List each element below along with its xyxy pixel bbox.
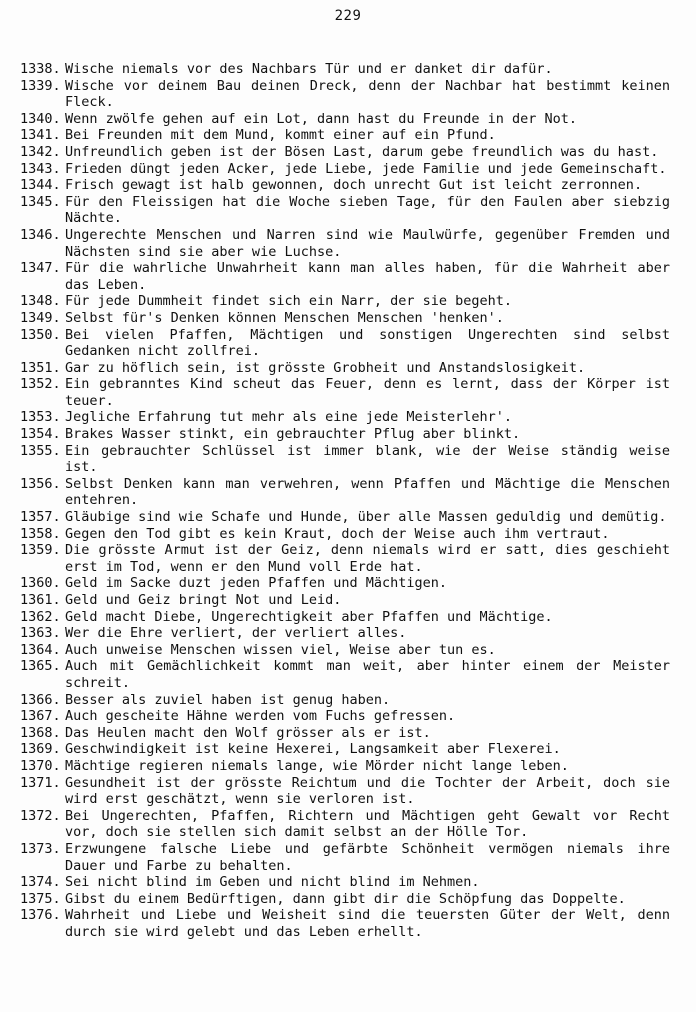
proverb-entry [20, 841, 670, 874]
proverb-number: 1362. [20, 608, 61, 625]
proverb-entry [20, 194, 670, 227]
proverb-text: Sei nicht blind im Geben und nicht blind im Nehmen. [65, 874, 480, 891]
proverb-number: 1346. [20, 226, 61, 243]
proverb-number: 1343. [20, 160, 61, 177]
proverb-number: 1356. [20, 475, 61, 492]
proverb-text: Geschwindigkeit ist keine Hexerei, Langsamkeit aber Flexerei. [65, 741, 561, 758]
proverb-entry [20, 891, 670, 908]
proverb-entry [20, 658, 670, 691]
proverb-number: 1359. [20, 542, 61, 559]
proverb-text: Selbst für's Denken können Menschen Menschen 'henken'. [65, 309, 504, 326]
proverb-number: 1351. [20, 359, 61, 376]
proverb-number: 1344. [20, 177, 61, 194]
proverb-entry [20, 144, 670, 161]
proverb-entry [20, 758, 670, 775]
proverb-number: 1368. [20, 724, 61, 741]
proverb-entry [20, 260, 670, 293]
proverb-text: Frieden düngt jeden Acker, jede Liebe, jede Familie und jede Gemeinschaft. [65, 160, 667, 177]
proverb-number: 1342. [20, 143, 61, 160]
proverb-text: Ungerechte Menschen und Narren sind wie Maulwürfe, gegenüber Fremden und Nächsten sind sie aber wie Luchse. [65, 226, 670, 260]
proverb-text: Geld und Geiz bringt Not und Leid. [65, 592, 342, 608]
proverb-entry [20, 426, 670, 443]
proverb-text: Die grösste Armut ist der Geiz, denn niemals wird er satt, dies geschieht erst im Tod, wenn er den Mund voll Erde hat. [65, 542, 670, 575]
proverb-entry [20, 293, 670, 310]
proverb-number: 1350. [20, 326, 61, 343]
proverb-number: 1357. [20, 509, 61, 526]
proverb-text: Gläubige sind wie Schafe und Hunde, über alle Massen geduldig und demütig. [65, 509, 667, 526]
proverb-number: 1341. [20, 127, 61, 144]
proverb-text: Auch unweise Menschen wissen viel, Weise aber tun es. [65, 641, 496, 658]
proverb-entry [20, 575, 670, 592]
proverb-number: 1349. [20, 309, 61, 326]
proverb-text: Brakes Wasser stinkt, ein gebrauchter Pflug aber blinkt. [65, 426, 521, 443]
proverb-number: 1339. [20, 77, 61, 94]
proverb-number: 1366. [20, 691, 61, 708]
proverb-text: Bei vielen Pfaffen, Mächtigen und sonstigen Ungerechten sind selbst Gedanken nicht zollfrei. [65, 326, 670, 360]
proverb-number: 1348. [20, 293, 61, 310]
proverb-text: Ein gebranntes Kind scheut das Feuer, denn es lernt, dass der Körper ist teuer. [65, 376, 670, 409]
proverb-number: 1367. [20, 708, 61, 725]
proverb-number: 1364. [20, 641, 61, 658]
proverb-entry [20, 642, 670, 659]
proverb-text: Geld im Sacke duzt jeden Pfaffen und Mächtigen. [65, 575, 448, 592]
proverb-entry [20, 708, 670, 725]
proverb-text: Gegen den Tod gibt es kein Kraut, doch der Weise auch ihm vertraut. [65, 525, 610, 542]
proverb-text: Gar zu höflich sein, ist grösste Grobheit und Anstandslosigkeit. [65, 359, 586, 376]
proverb-number: 1371. [20, 774, 61, 791]
proverb-entry [20, 775, 670, 808]
proverb-text: Für den Fleissigen hat die Woche sieben Tage, für den Faulen aber siebzig Nächte. [65, 193, 670, 227]
proverb-entry [20, 360, 670, 377]
proverb-number: 1363. [20, 625, 61, 642]
proverb-text: Auch gescheite Hähne werden vom Fuchs gefressen. [65, 708, 456, 725]
proverb-entry [20, 127, 670, 144]
proverb-entry [20, 327, 670, 360]
proverb-text: Wische vor deinem Bau deinen Dreck, denn der Nachbar hat bestimmt keinen Fleck. [65, 77, 670, 111]
proverb-entry [20, 509, 670, 526]
proverb-number: 1347. [20, 260, 61, 277]
proverb-entry [20, 808, 670, 841]
proverb-text: Erzwungene falsche Liebe und gefärbte Schönheit vermögen niemals ihre Dauer und Farbe zu behalten. [65, 840, 670, 874]
proverb-number: 1355. [20, 442, 61, 459]
proverb-text: Geld macht Diebe, Ungerechtigkeit aber Pfaffen und Mächtige. [65, 608, 553, 625]
proverb-entry [20, 61, 670, 78]
proverb-list [20, 61, 670, 940]
proverb-entry [20, 609, 670, 626]
proverb-text: Ein gebrauchter Schlüssel ist immer blank, wie der Weise ständig weise ist. [65, 442, 670, 476]
proverb-text: Mächtige regieren niemals lange, wie Mörder nicht lange leben. [65, 757, 569, 774]
proverb-number: 1373. [20, 840, 61, 857]
proverb-entry [20, 526, 670, 543]
proverb-text: Jegliche Erfahrung tut mehr als eine jede Meisterlehr'. [65, 409, 513, 426]
proverb-text: Auch mit Gemächlichkeit kommt man weit, aber hinter einem der Meister schreit. [65, 658, 670, 691]
proverb-number: 1358. [20, 525, 61, 542]
proverb-number: 1338. [20, 61, 61, 77]
proverb-text: Unfreundlich geben ist der Bösen Last, darum gebe freundlich was du hast. [65, 143, 659, 160]
proverb-number: 1376. [20, 907, 61, 924]
proverb-entry [20, 542, 670, 575]
proverb-entry [20, 907, 670, 940]
proverb-entry [20, 725, 670, 742]
proverb-number: 1352. [20, 376, 61, 393]
proverb-entry [20, 476, 670, 509]
proverb-text: Wenn zwölfe gehen auf ein Lot, dann hast du Freunde in der Not. [65, 110, 578, 127]
proverb-number: 1345. [20, 193, 61, 210]
proverb-number: 1360. [20, 575, 61, 592]
proverb-text: Frisch gewagt ist halb gewonnen, doch unrecht Gut ist leicht zerronnen. [65, 177, 643, 194]
proverb-entry [20, 592, 670, 609]
proverb-number: 1353. [20, 409, 61, 426]
proverb-number: 1365. [20, 658, 61, 675]
proverb-text: Für die wahrliche Unwahrheit kann man alles haben, für die Wahrheit aber das Leben. [65, 260, 670, 293]
proverb-text: Gesundheit ist der grösste Reichtum und die Tochter der Arbeit, doch sie wird erst geschätzt, wenn sie verloren ist. [65, 774, 670, 808]
proverb-text: Besser als zuviel haben ist genug haben. [65, 691, 391, 708]
proverb-entry [20, 443, 670, 476]
proverb-text: Selbst Denken kann man verwehren, wenn Pfaffen und Mächtige die Menschen entehren. [65, 475, 670, 509]
proverb-number: 1370. [20, 757, 61, 774]
proverb-entry [20, 78, 670, 111]
proverb-number: 1369. [20, 741, 61, 758]
proverb-text: Bei Ungerechten, Pfaffen, Richtern und Mächtigen geht Gewalt vor Recht vor, doch sie stellen sich damit selbst an der Hölle Tor. [65, 807, 670, 841]
proverb-entry [20, 625, 670, 642]
proverb-text: Wer die Ehre verliert, der verliert alles. [65, 625, 407, 642]
proverb-text: Für jede Dummheit findet sich ein Narr, der sie begeht. [65, 293, 513, 310]
proverb-entry [20, 692, 670, 709]
proverb-entry [20, 227, 670, 260]
proverb-text: Gibst du einem Bedürftigen, dann gibt dir die Schöpfung das Doppelte. [65, 890, 626, 907]
proverb-text: Bei Freunden mit dem Mund, kommt einer auf ein Pfund. [65, 127, 496, 144]
proverb-entry [20, 409, 670, 426]
proverb-entry [20, 177, 670, 194]
proverb-number: 1372. [20, 807, 61, 824]
proverb-entry [20, 111, 670, 128]
page-number: 229 [334, 8, 362, 24]
proverb-text: Das Heulen macht den Wolf grösser als er ist. [65, 724, 431, 741]
proverb-entry [20, 310, 670, 327]
proverb-number: 1361. [20, 592, 61, 608]
proverb-number: 1375. [20, 890, 61, 907]
proverb-number: 1354. [20, 426, 61, 443]
proverb-text: Wische niemals vor des Nachbars Tür und er danket dir dafür. [65, 61, 553, 77]
proverb-entry [20, 741, 670, 758]
proverb-number: 1340. [20, 110, 61, 127]
proverb-number: 1374. [20, 874, 61, 891]
proverb-text: Wahrheit und Liebe und Weisheit sind die teuersten Güter der Welt, denn durch sie wird gelebt und das Leben erhellt. [65, 907, 670, 940]
proverb-entry [20, 874, 670, 891]
proverb-entry [20, 161, 670, 178]
proverb-entry [20, 376, 670, 409]
